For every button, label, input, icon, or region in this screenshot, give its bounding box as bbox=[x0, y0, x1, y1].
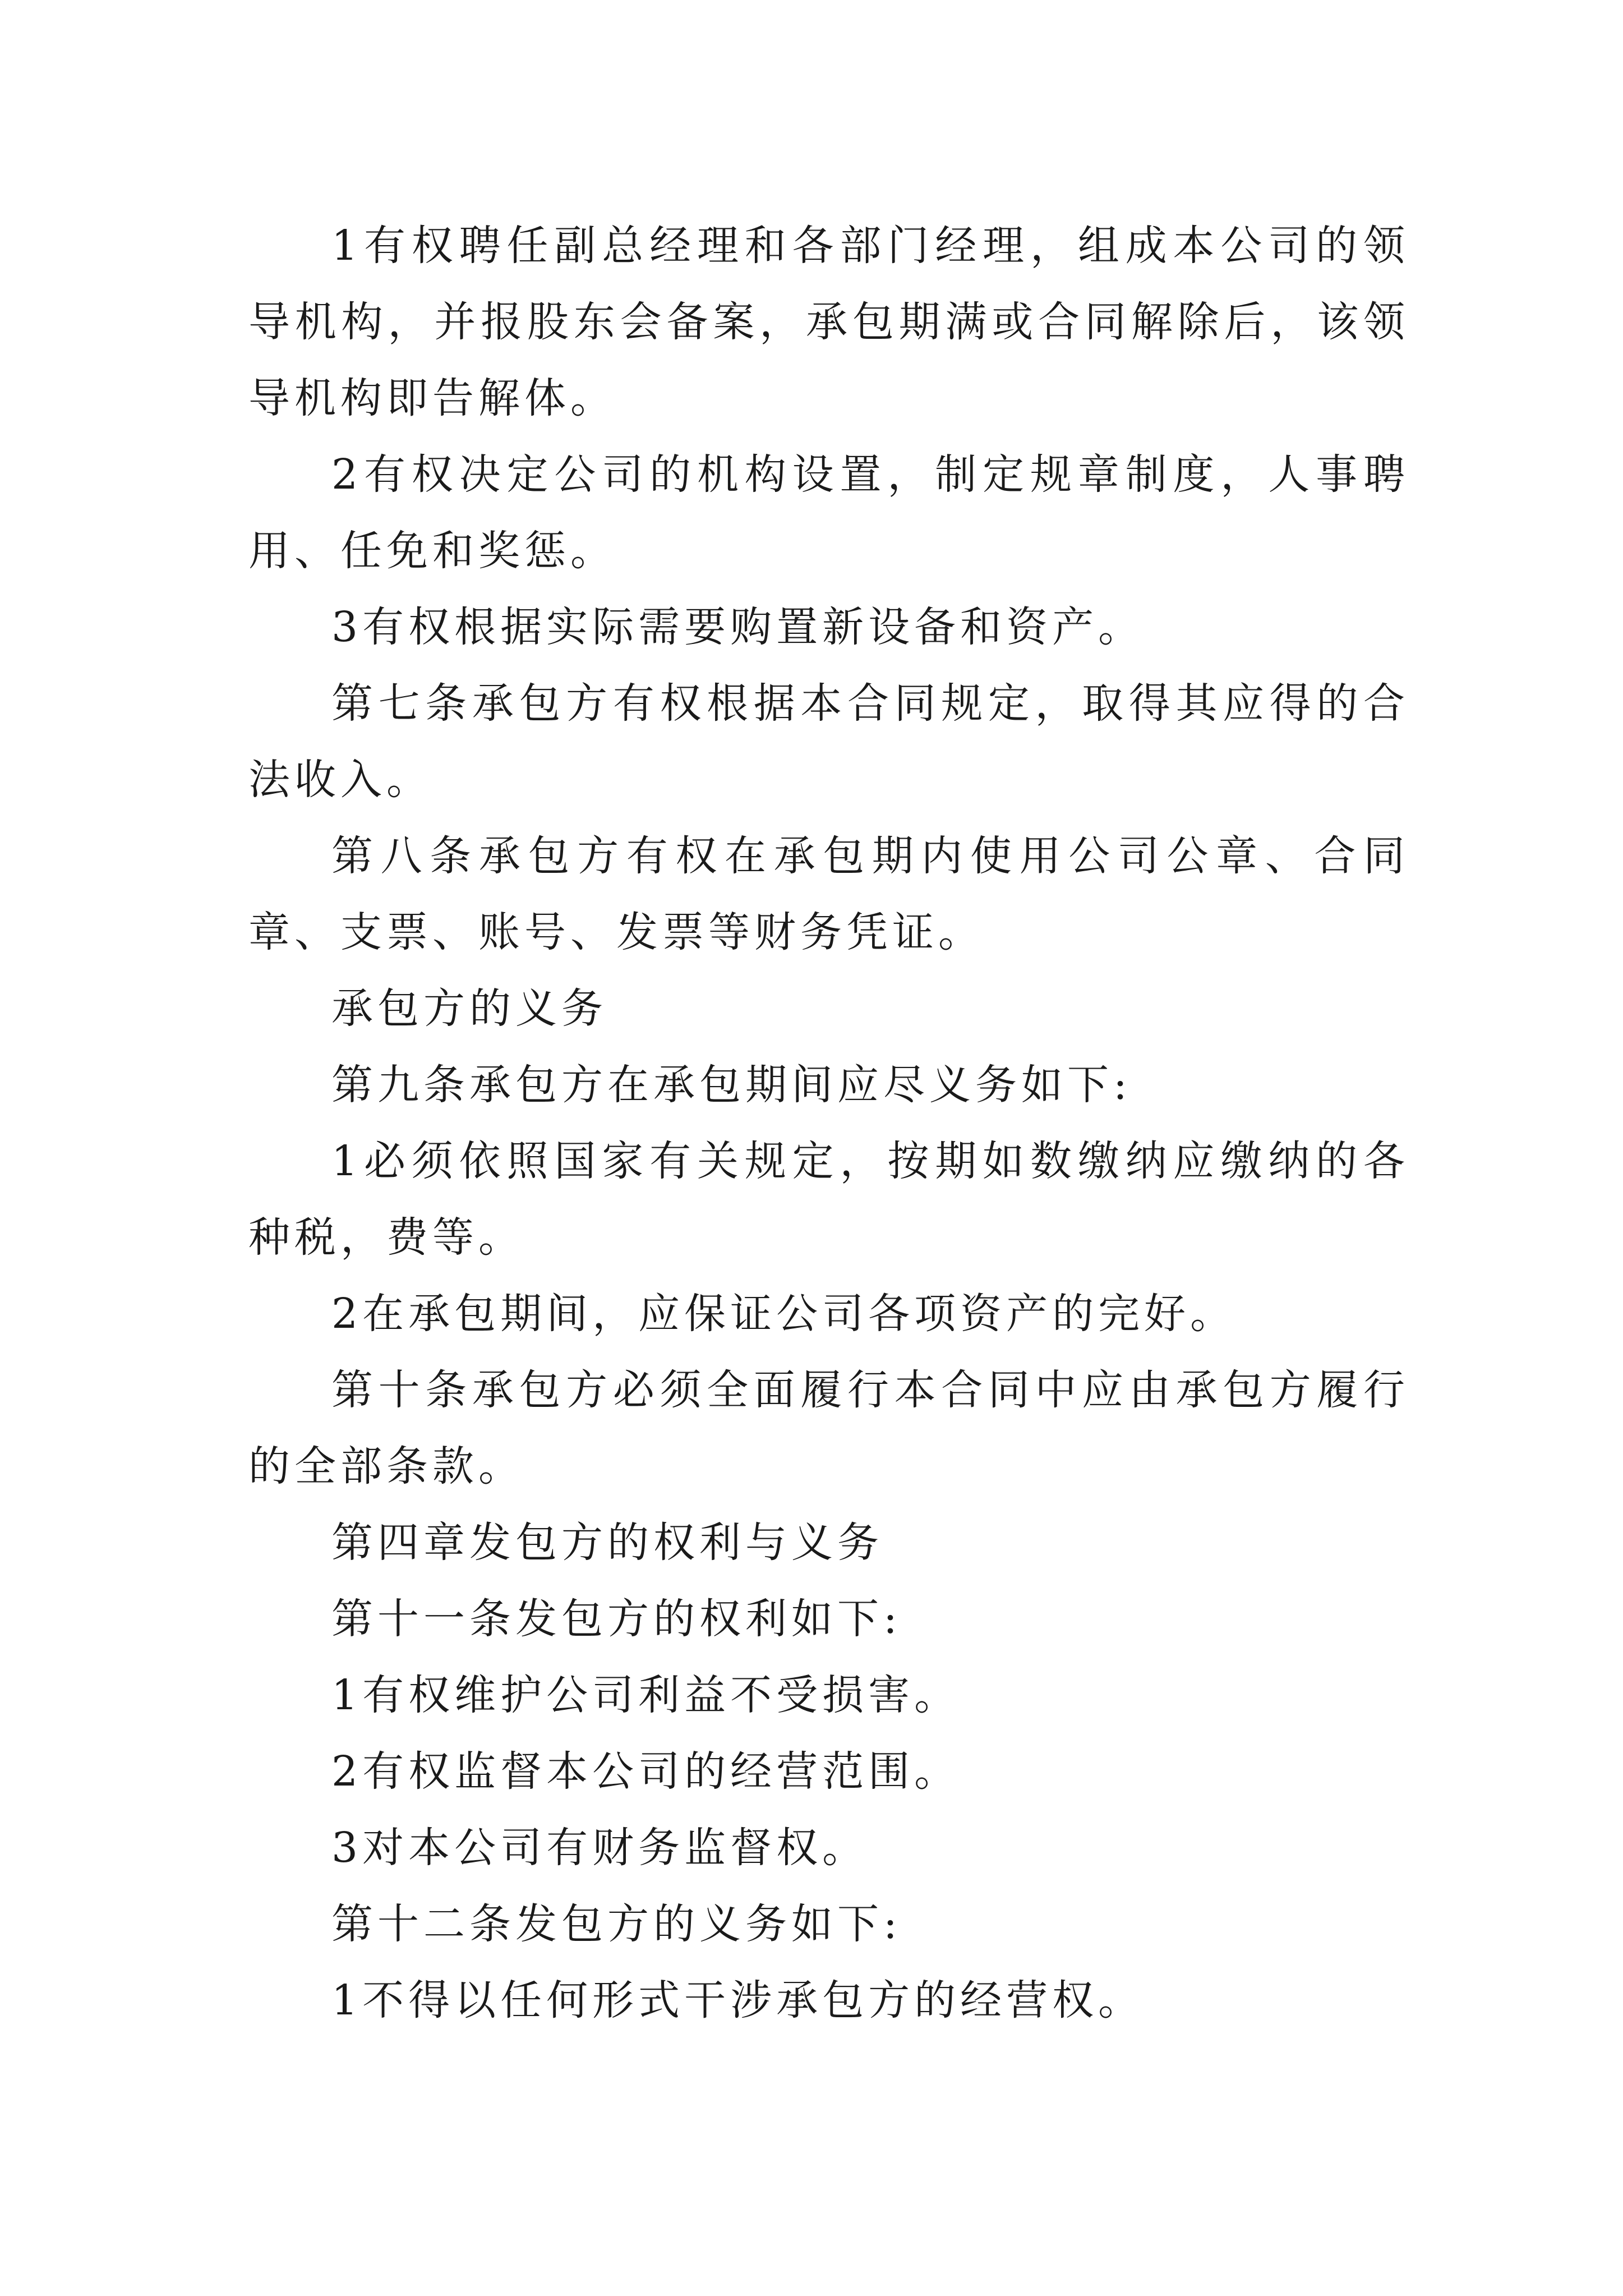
paragraph: 1不得以任何形式干涉承包方的经营权。 bbox=[331, 1976, 1145, 2024]
paragraph: 3有权根据实际需要购置新设备和资产。 bbox=[331, 603, 1145, 651]
paragraph: 第八条承包方有权在承包期内使用公司公章、合同章、支票、账号、发票等财务凭证。 bbox=[248, 832, 1409, 956]
paragraph: 第十一条发包方的权利如下: bbox=[331, 1595, 902, 1643]
paragraph: 2有权决定公司的机构设置，制定规章制度，人事聘用、任免和奖惩。 bbox=[248, 450, 1409, 575]
paragraph: 1有权维护公司利益不受损害。 bbox=[331, 1671, 961, 1719]
paragraph: 1必须依照国家有关规定，按期如数缴纳应缴纳的各种税，费等。 bbox=[248, 1137, 1409, 1262]
paragraph: 第十条承包方必须全面履行本合同中应由承包方履行的全部条款。 bbox=[248, 1366, 1409, 1490]
paragraph: 2有权监督本公司的经营范围。 bbox=[331, 1747, 961, 1796]
paragraph: 第九条承包方在承包期间应尽义务如下: bbox=[331, 1061, 1132, 1109]
paragraph: 3对本公司有财务监督权。 bbox=[331, 1824, 869, 1872]
chapter-heading: 第四章发包方的权利与义务 bbox=[331, 1519, 883, 1567]
section-heading: 承包方的义务 bbox=[331, 984, 607, 1033]
document-body bbox=[248, 208, 1409, 2039]
paragraph: 第十二条发包方的义务如下: bbox=[331, 1900, 902, 1948]
paragraph: 1有权聘任副总经理和各部门经理，组成本公司的领导机构，并报股东会备案，承包期满或合同解除后，该领导机构即告解体。 bbox=[248, 222, 1409, 422]
paragraph: 2在承包期间，应保证公司各项资产的完好。 bbox=[331, 1290, 1237, 1338]
paragraph: 第七条承包方有权根据本合同规定，取得其应得的合法收入。 bbox=[248, 679, 1409, 804]
